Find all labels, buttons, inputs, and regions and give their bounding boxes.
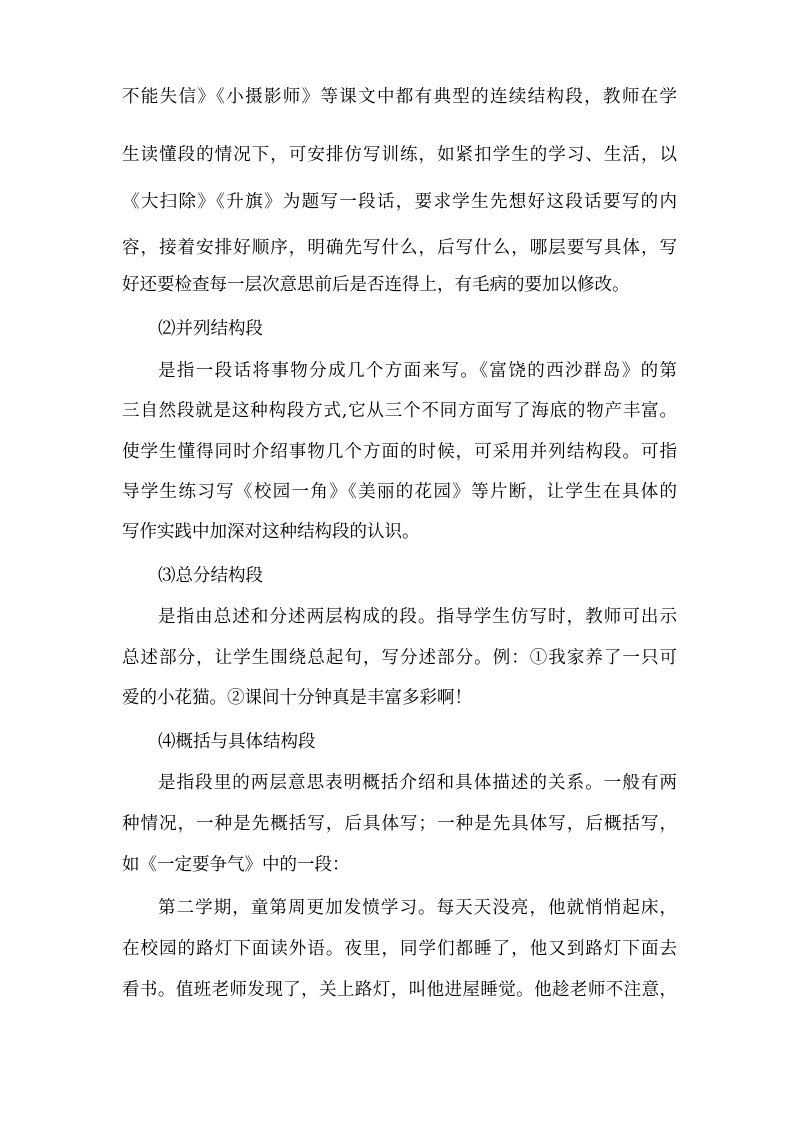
text-line: 总述部分，让学生围绕总起句，写分述部分。例：①我家养了一只可 <box>122 648 677 668</box>
section-heading: ⑷概括与具体结构段 <box>158 732 316 752</box>
text-line: 种情况，一种是先概括写，后具体写；一种是先具体写，后概括写， <box>122 814 677 834</box>
section-heading: ⑶总分结构段 <box>158 566 263 586</box>
text-line: 如《一定要争气》中的一段： <box>122 855 350 875</box>
text-line: 在校园的路灯下面读外语。夜里，同学们都睡了，他又到路灯下面去 <box>122 939 677 959</box>
text-line: 《大扫除》《升旗》为题写一段话，要求学生先想好这段话要写的内 <box>122 192 677 212</box>
text-line: 不能失信》《小摄影师》等课文中都有典型的连续结构段，教师在学 <box>122 87 677 107</box>
text-line: 是指由总述和分述两层构成的段。指导学生仿写时，教师可出示 <box>158 607 677 627</box>
text-line: 好还要检查每一层次意思前后是否连得上，有毛病的要加以修改。 <box>122 275 630 295</box>
text-line: 是指段里的两层意思表明概括介绍和具体描述的关系。一般有两 <box>158 773 677 793</box>
text-line: 使学生懂得同时介绍事物几个方面的时候，可采用并列结构段。可指 <box>122 442 677 462</box>
text-line: 三自然段就是这种构段方式,它从三个不同方面写了海底的物产丰富。 <box>122 401 677 421</box>
section-heading: ⑵并列结构段 <box>158 319 263 339</box>
text-line: 看书。值班老师发现了，关上路灯，叫他进屋睡觉。他趁老师不注意， <box>122 980 677 1000</box>
text-line: 容，接着安排好顺序，明确先写什么，后写什么，哪层要写具体，写 <box>122 238 677 258</box>
text-line: 生读懂段的情况下，可安排仿写训练，如紧扣学生的学习、生活，以 <box>122 145 677 165</box>
text-line: 第二学期，童第周更加发愤学习。每天天没亮，他就悄悄起床， <box>158 898 677 918</box>
text-line: 导学生练习写《校园一角》《美丽的花园》等片断，让学生在具体的 <box>122 482 677 502</box>
text-line: 爱的小花猫。②课间十分钟真是丰富多彩啊！ <box>122 688 472 708</box>
text-line: 写作实践中加深对这种结构段的认识。 <box>122 522 420 542</box>
text-line: 是指一段话将事物分成几个方面来写。《富饶的西沙群岛》的第 <box>158 361 677 381</box>
